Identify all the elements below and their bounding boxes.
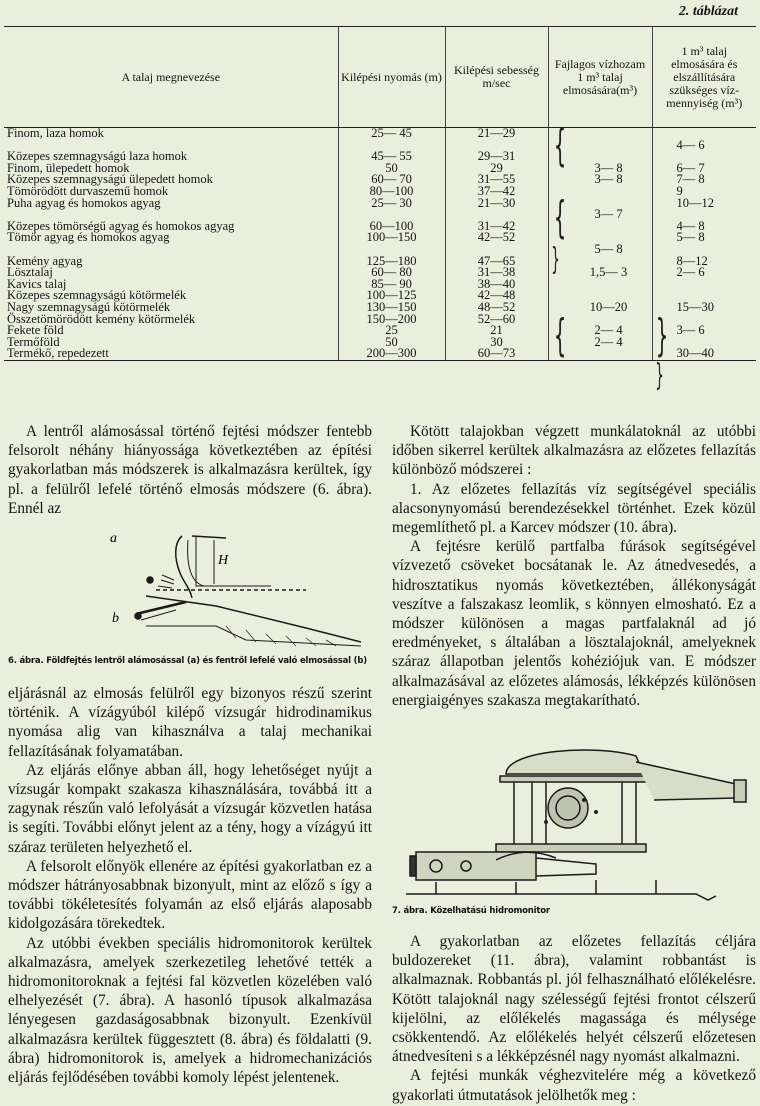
table-cell-name: Közepes tömörségű agyag és homokos agyag	[7, 218, 235, 233]
table-cell-flow: 3— 8	[548, 174, 652, 186]
table-cell-speed: 30	[445, 337, 548, 349]
table-cell-water: 6— 7	[652, 163, 756, 175]
paragraph: A felsorolt előnyök ellenére az építési gyakorlatban ez a módszer hátrányosabbnak bizonyult, mint az előző s így a további tökéletesítés folyamán az első eljárás alaposabb kidolgozására törekedtek.	[8, 857, 372, 933]
table-cell-water: 5— 8	[652, 232, 756, 244]
table-label: 2. táblázat	[678, 4, 738, 19]
table-cell-pressure: 60— 70	[338, 174, 445, 186]
table-cell-pressure: 50	[338, 163, 445, 175]
table-cell-name: Kavics talaj	[7, 276, 67, 291]
table-cell-flow: 5— 8	[548, 244, 652, 256]
table-cell-speed: 38—40	[445, 279, 548, 291]
table-cell-water: 8—12	[652, 256, 756, 268]
table-row	[4, 325, 756, 337]
table-cell-flow: 1,5— 3	[548, 267, 652, 279]
table-cell-speed: 60—73	[445, 348, 548, 360]
table-cell-speed: 31—42	[445, 221, 548, 233]
table-cell-flow	[548, 279, 652, 291]
table-cell-speed: 42—48	[445, 290, 548, 302]
paragraph: Az utóbbi években speciális hidromonitorok kerültek alkalmazásra, amelyek szerkezetileg lehetővé tették a hidromonitoroknak a fejtési fal közvetlen közelében való elhelyezését (7. ábra). A hasonló típusok alkalmazása lényegesen gazdaságosabbnak bizonyult. Ezenkívül alkalmazásra kerültek függesztett (8. ábra) és földalatti (9. ábra) hidromonitorok is, amelyek a hidromechanizációs eljárás fejlődésében további komoly lépést jelentenek.	[8, 934, 372, 1087]
left-column-top	[8, 422, 372, 518]
table-cell-speed: 52—60	[445, 314, 548, 326]
table-cell-pressure: 60—100	[338, 221, 445, 233]
brace: }	[655, 310, 669, 361]
table-cell-pressure: 100—150	[338, 232, 445, 244]
table-cell-name: Nagy szemnagyságú kötörmelék	[7, 299, 171, 314]
table-cell-flow: 2— 4	[548, 337, 652, 349]
paragraph: A lentről alámosással történő fejtési módszer fentebb felsorolt néhány hiányossága következtében az építési gyakorlatban más módszerek is alkalmazásra kerültek, így pl. a felülről lefelé történő elmosás módszere (6. ábra). Ennél az	[8, 423, 372, 517]
header-flow: Fajlagos vízhozam 1 m³ talaj elmosására(m³)	[548, 27, 652, 128]
table-cell-pressure: 60— 80	[338, 267, 445, 279]
paragraph: Kötött talajokban végzett munkálatoknál az utóbbi időben sikerrel kerültek alkalmazásra az előzetes fellazítás különböző módszerei :	[392, 423, 756, 479]
brace: }	[655, 358, 664, 393]
table-cell-speed: 47—65	[445, 256, 548, 268]
table-cell-name: Közepes szemnagyságú kötörmelék	[7, 288, 187, 303]
table-cell-water	[652, 279, 756, 291]
table-cell-name: Tömör agyag és homokos agyag	[7, 230, 170, 245]
figure-6-caption: 6. ábra. Földfejtés lentről alámosással (a) és fentről lefelé való elmosással (b)	[8, 656, 367, 666]
table-cell-pressure: 130—150	[338, 302, 445, 314]
right-column-bottom	[392, 932, 756, 1105]
table-cell-name: Puha agyag és homokos agyag	[7, 195, 161, 210]
brace: {	[553, 310, 567, 361]
table-cell-water: 3— 6	[652, 325, 756, 337]
right-column-top	[392, 422, 756, 710]
table-cell-water: 30—40	[652, 348, 756, 360]
soil-table	[4, 26, 756, 361]
table-cell-speed: 21—30	[445, 198, 548, 210]
table-cell-pressure: 200—300	[338, 348, 445, 360]
header-speed: Kilépési sebesség m/sec	[445, 27, 548, 128]
table-cell-water: 15—30	[652, 302, 756, 314]
table-cell-pressure: 125—180	[338, 256, 445, 268]
table-cell-pressure: 45— 55	[338, 151, 445, 163]
figure-7	[396, 740, 760, 908]
table-cell-pressure: 25— 45	[338, 128, 445, 140]
paragraph: A fejtési munkák véghezvitelére még a következő gyakorlati útmutatások jelölhetők meg :	[392, 1067, 756, 1104]
header-water: 1 m³ talaj elmosására és elszállítására szükséges víz-mennyiség (m³)	[652, 27, 756, 128]
table-cell-name: Finom, laza homok	[7, 126, 104, 140]
table-cell-speed: 29—31	[445, 151, 548, 163]
table-cell-speed: 21—29	[445, 128, 548, 140]
table-cell-name: Összetömörödött kemény kötörmelék	[7, 311, 196, 326]
fig6-label-H: H	[218, 553, 229, 568]
paragraph: eljárásnál az elmosás felülről egy bizonyos részű szerint történik. A vízágyúból kilépő vízsugár hidrodinamikus nyomása alig van kihasználva a talaj mechanikai fellazításának folyamatában.	[8, 685, 372, 760]
brace: }	[551, 242, 560, 277]
fig6-label-b: b	[112, 611, 119, 626]
table-cell-water: 4— 8	[652, 221, 756, 233]
table-cell-pressure: 80—100	[338, 186, 445, 198]
table-cell-water: 9	[652, 186, 756, 198]
table-body	[4, 128, 756, 361]
table-cell-speed: 21	[445, 325, 548, 337]
table-cell-flow: 2— 4	[548, 325, 652, 337]
table-cell-name: Termőföld	[7, 334, 60, 349]
table-cell-name: Tömörödött durvaszemű homok	[7, 183, 169, 198]
header-pressure: Kilépési nyomás (m)	[338, 27, 445, 128]
table-cell-water: 2— 6	[652, 267, 756, 279]
table-cell-name: Közepes szemnagyságú ülepedett homok	[7, 172, 213, 187]
table-row	[4, 348, 756, 360]
table-cell-speed: 31—38	[445, 267, 548, 279]
brace: {	[553, 192, 567, 243]
left-column-bottom	[8, 684, 372, 1087]
table-cell-name: Lösztalaj	[7, 265, 53, 280]
header-soil-name: A talaj megnevezése	[4, 27, 338, 128]
table-cell-name: Közepes szemnagyságú laza homok	[7, 149, 188, 164]
table-cell-pressure: 150—200	[338, 314, 445, 326]
paragraph: Az eljárás előnye abban áll, hogy lehetőséget nyújt a vízsugár kompakt szakasza kihasználására, továbbá itt a zagynak részűn való lefolyását a vízsugár közvetlen hatása is segíti. További előnyt jelent az a tény, hogy a vízágyú itt száraz területen helyezhető el.	[8, 761, 372, 856]
figure-7-caption: 7. ábra. Közelhatású hidromonitor	[392, 906, 550, 916]
table-cell-water: 10—12	[652, 198, 756, 210]
paragraph: 1. Az előzetes fellazítás víz segítségével speciális alacsonynyomású berendezésekkel történhet. Ezek közül megemlíthető pl. a Karcev módszer (10. ábra).	[392, 480, 756, 537]
fig6-label-a: a	[110, 531, 117, 546]
table-cell-name: Termékő, repedezett	[4, 348, 338, 360]
table-cell-speed: 37—42	[445, 186, 548, 198]
table-row	[4, 198, 756, 210]
table-cell-water: 4— 6	[652, 140, 756, 152]
table-cell-flow: 3— 7	[548, 209, 652, 221]
table-cell-pressure: 25	[338, 325, 445, 337]
table-cell-speed: 29	[445, 163, 548, 175]
brace: {	[553, 120, 567, 171]
table-row	[4, 128, 756, 140]
table-row	[4, 232, 756, 244]
figure-6	[96, 528, 366, 648]
table-cell-name: Kemény agyag	[7, 253, 83, 268]
table-cell-pressure: 50	[338, 337, 445, 349]
table-cell-speed: 48—52	[445, 302, 548, 314]
paragraph: A fejtésre kerülő partfalba fúrások segítségével vízvezető csöveket bocsátanak le. Az átnedvesedés, a hidrosztatikus nyomás következtében, állékonyságát veszítve a falszakasz leomlik, s könnyen elmosható. Ez a módszer különösen a magas partfalaknál ad jó eredményeket, s általában a lösztalajoknál, amelyeknek száraz állapotban jelentős kohéziójuk van. E módszer alkalmazásával az előzetes alámosás, lékképzés különösen energiaigényes szakasza megtakarítható.	[392, 538, 756, 709]
table-cell-pressure: 100—125	[338, 290, 445, 302]
table-cell-name: Fekete föld	[7, 323, 64, 338]
table-cell-speed: 42—52	[445, 232, 548, 244]
table-row	[4, 314, 756, 326]
table-cell-flow: 10—20	[548, 302, 652, 314]
table-cell-speed: 31—55	[445, 174, 548, 186]
table-cell-pressure: 85— 90	[338, 279, 445, 291]
paragraph: A gyakorlatban az előzetes fellazítás céljára buldozereket (11. ábra), valamint robbantást is alkalmaznak. Robbantás pl. jól felhasználható előlékelésre. Kötött talajoknál nagy szélességű fejtési frontot célszerű kijelölni, az előlékelés magassága és mélysége csökkentendő. Az előlékelés helyét célszerű előzetesen átnedvesíteni s a lékképzésnél nagy nyomást alkalmazni.	[392, 933, 756, 1066]
table-cell-pressure: 25— 30	[338, 198, 445, 210]
table-cell-name: Finom, ülepedett homok	[7, 160, 130, 175]
table-cell-flow: 3— 8	[548, 163, 652, 175]
table-cell-water: 7— 8	[652, 174, 756, 186]
